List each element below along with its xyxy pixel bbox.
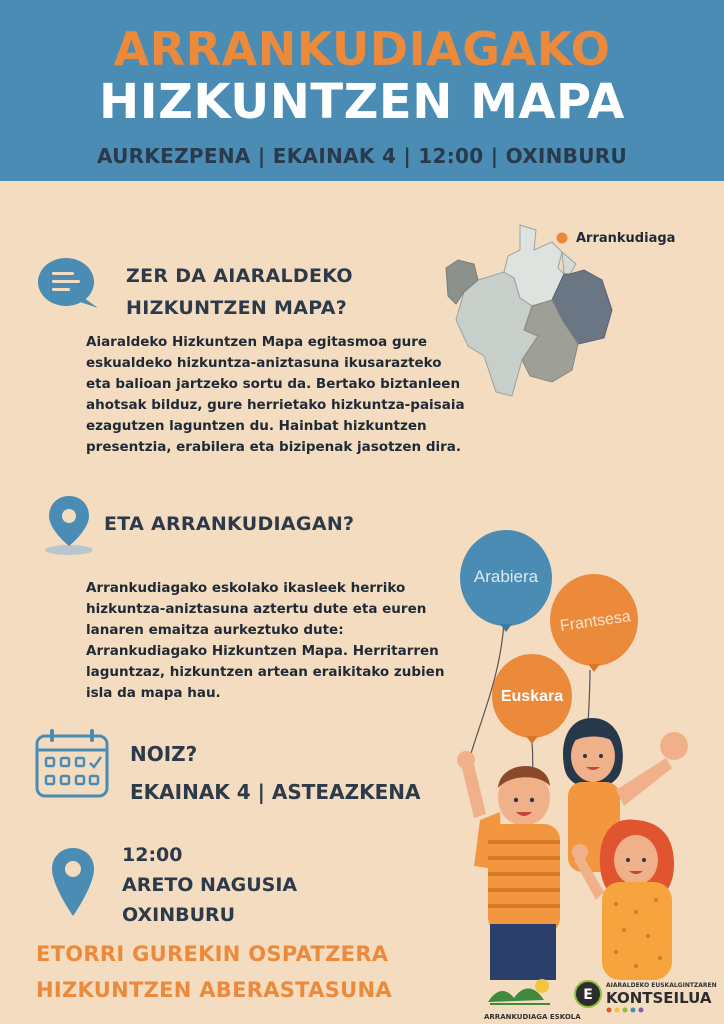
calendar-icon xyxy=(34,726,110,800)
chat-bubble-icon xyxy=(36,258,100,310)
boy-figure xyxy=(457,751,560,980)
event-town: OXINBURU xyxy=(122,904,236,926)
balloon-frantsesa xyxy=(550,574,638,672)
balloon-euskara xyxy=(492,654,572,744)
event-place: ARETO NAGUSIA xyxy=(122,874,298,896)
school-logo xyxy=(484,976,560,1010)
kontseilua-name: KONTSEILUA xyxy=(606,989,712,1007)
when-value: EKAINAK 4 | ASTEAZKENA xyxy=(130,780,421,804)
region-map xyxy=(444,220,714,420)
when-block xyxy=(130,735,420,811)
balloon-arabiera xyxy=(460,530,552,632)
balloon-label-euskara: Euskara xyxy=(500,688,564,705)
section2-heading: ETA ARRANKUDIAGAN? xyxy=(104,513,355,535)
map-label: Arrankudiaga xyxy=(576,231,676,246)
children-balloons-illustration xyxy=(440,520,724,980)
section2-paragraph: Arrankudiagako eskolako ikasleek herriko hizkuntza-aniztasuna aztertu dute eta euren lanaren emaitza aurkeztuko dute: Arrankudiagako Hizkuntzen Mapa. Herritarren laguntzaz, hizkuntzen artean eraikitako zubien isla da mapa hau. xyxy=(86,580,445,701)
kontseilua-logo-mark xyxy=(574,980,602,1008)
title-line-2: HIZKUNTZEN MAPA xyxy=(99,74,625,130)
location-pin-icon xyxy=(50,846,96,918)
location-pin-icon xyxy=(42,494,96,556)
title-line-1: ARRANKUDIAGAKO xyxy=(113,22,611,76)
when-label: NOIZ? xyxy=(130,742,198,766)
section1-paragraph: Aiaraldeko Hizkuntzen Mapa egitasmoa gure eskualdeko hizkuntza-aniztasuna ikusarazteko eta balioan jartzeko sortu da. Bertako biztanleen ahotsak bilduz, gure herrietako hizkuntza-paisaia ezagutzen laguntzen du. Hainbat hizkuntzen presentzia, erabilera eta bizipenak jasotzen dira. xyxy=(86,334,465,455)
kontseilua-color-dots xyxy=(606,1007,646,1013)
school-logo-text: ARRANKUDIAGA ESKOLA xyxy=(484,1013,581,1021)
svg-text:E: E xyxy=(583,987,593,1003)
section1-heading: ZER DA AIARALDEKO HIZKUNTZEN MAPA? xyxy=(126,265,353,319)
balloon-label-frantsesa: Frantsesa xyxy=(558,608,632,635)
event-subtitle: AURKEZPENA | EKAINAK 4 | 12:00 | OXINBURU xyxy=(96,144,628,168)
balloon-label-arabiera: Arabiera xyxy=(473,567,539,586)
header-banner xyxy=(0,0,724,181)
kontseilua-small-text: AIARALDEKO EUSKALGINTZAREN xyxy=(606,982,717,989)
where-block xyxy=(122,840,297,930)
call-to-action: ETORRI GUREKIN OSPATZERA HIZKUNTZEN ABERASTASUNA xyxy=(36,942,392,1002)
event-time: 12:00 xyxy=(122,844,183,866)
